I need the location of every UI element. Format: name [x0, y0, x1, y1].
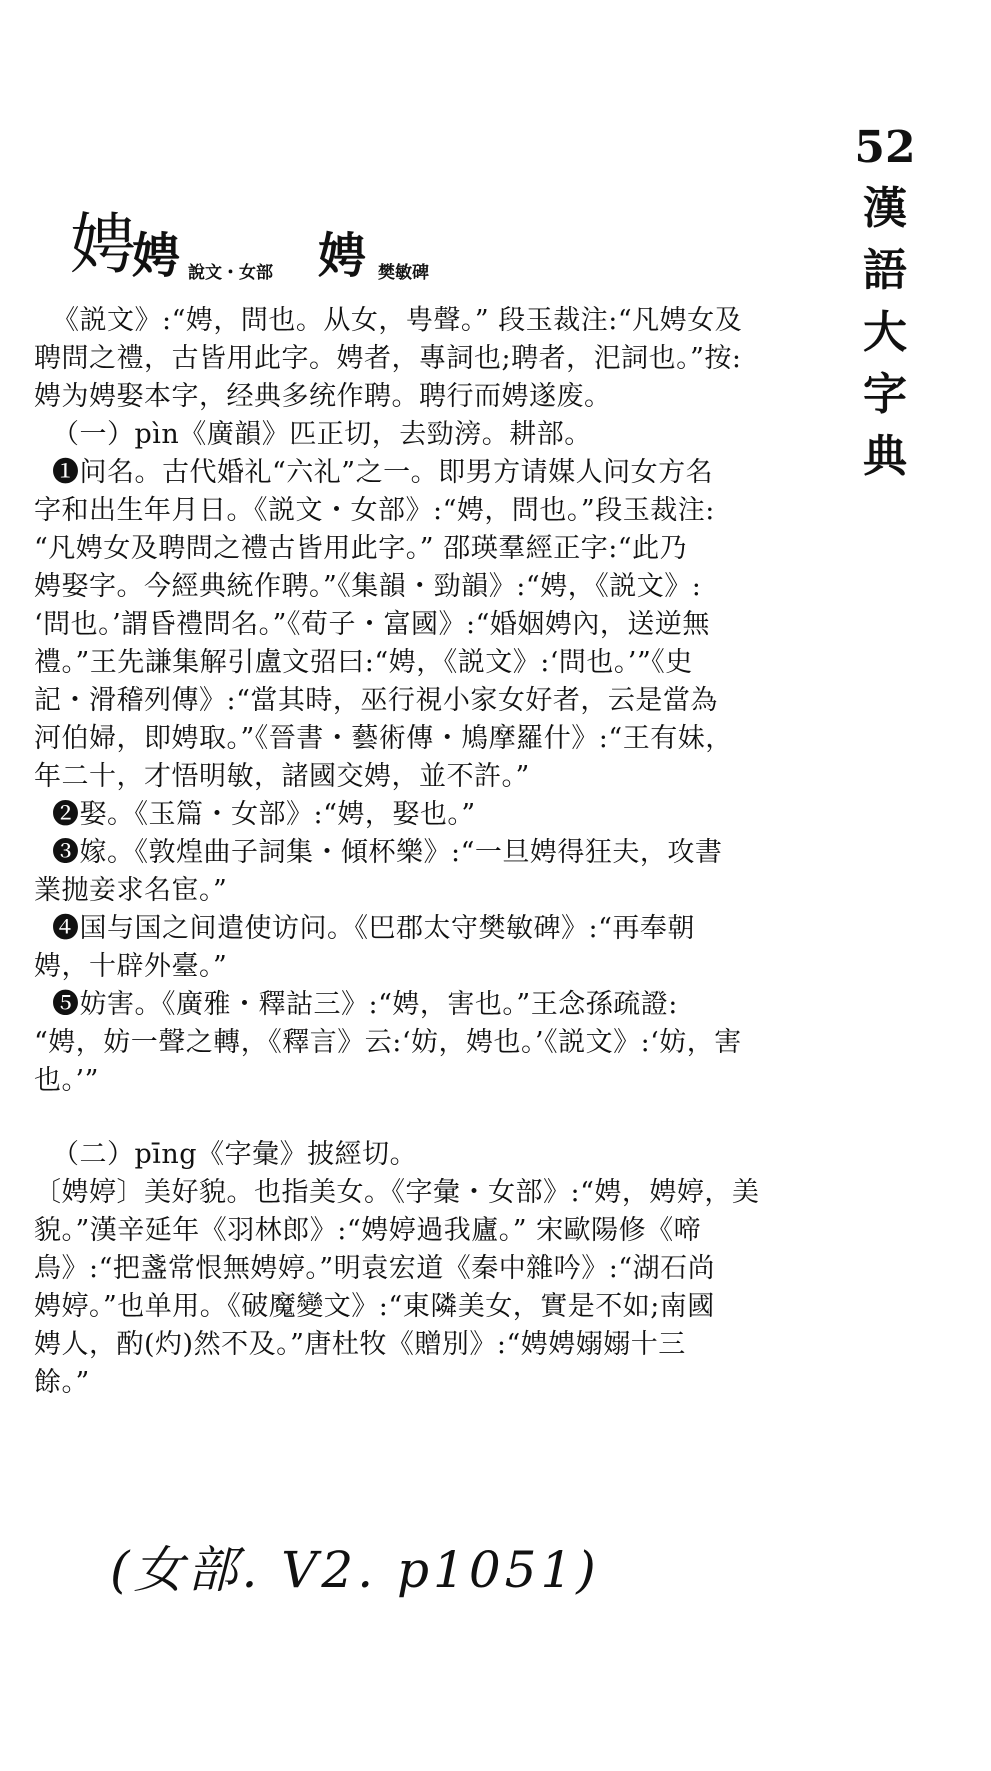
- text-line: ❹国与国之间遣使访问。《巴郡太守樊敏碑》:“再奉朝: [52, 913, 695, 944]
- text-line: 娉为娉娶本字，经典多统作聘。聘行而娉遂废。: [34, 381, 612, 412]
- text-line: “娉，妨一聲之轉，《釋言》云:‘妨，娉也。’《説文》:‘妨，害: [34, 1027, 742, 1058]
- text-line: 〔娉婷〕美好貌。也指美女。《字彙・女部》:“娉，娉婷，美: [34, 1177, 760, 1208]
- handwritten-note: (女部. V2. p1051): [110, 1541, 600, 1599]
- text-line: 河伯婦，即娉取。”《晉書・藝術傳・鳩摩羅什》:“王有妹，: [34, 723, 733, 754]
- seal-source-1: 說文・女部: [188, 263, 273, 283]
- text-line: 娉，十辟外臺。”: [34, 951, 228, 982]
- text-line: 禮。”王先謙集解引盧文弨曰:“娉，《説文》:‘問也。’”《史: [34, 647, 693, 678]
- text-line: “凡娉女及聘問之禮古皆用此字。” 邵瑛羣經正字:“此乃: [34, 533, 688, 564]
- text-line: ‘問也。’謂昏禮問名。”《荀子・富國》:“婚姻娉內，送逆無: [34, 609, 710, 640]
- headword: 娉: [70, 206, 136, 283]
- text-line: 娉娶字。今經典統作聘。”《集韻・勁韻》:“娉，《説文》:: [34, 571, 702, 602]
- page-number: 52: [854, 122, 916, 173]
- side-title: [845, 118, 925, 488]
- side-char: 語: [863, 245, 907, 296]
- text-line: 聘問之禮，古皆用此字。娉者，專詞也;聘者，汜詞也。”按:: [34, 343, 742, 374]
- text-line: （一）pìn《廣韻》匹正切，去勁滂。耕部。: [52, 419, 592, 450]
- text-line: 娉人，酌(灼)然不及。”唐杜牧《贈別》:“娉娉嫋嫋十三: [34, 1329, 686, 1360]
- text-line: （二）pīng《字彙》披經切。: [52, 1139, 418, 1170]
- seal-script-1: 娉: [132, 228, 181, 284]
- text-line: ❷娶。《玉篇・女部》:“娉，娶也。”: [52, 799, 476, 830]
- text-line: 記・滑稽列傳》:“當其時，巫行視小家女好者，云是當為: [34, 685, 718, 716]
- text-line: ❺妨害。《廣雅・釋詁三》:“娉，害也。”王念孫疏證:: [52, 989, 678, 1020]
- text-line: ❸嫁。《敦煌曲子詞集・傾杯樂》:“一旦娉得狂夫，攻書: [52, 837, 723, 868]
- text-line: 年二十，才悟明敏，諸國交娉，並不許。”: [34, 761, 530, 792]
- text-line: 業抛妾求名宦。”: [34, 875, 228, 906]
- text-line: ❶问名。古代婚礼“六礼”之一。即男方请媒人问女方名: [52, 457, 714, 488]
- side-char: 典: [863, 431, 907, 482]
- text-line: 餘。”: [34, 1367, 90, 1398]
- text-line: 娉婷。”也单用。《破魔變文》:“東隣美女，實是不如;南國: [34, 1291, 715, 1322]
- side-char: 漢: [863, 183, 907, 234]
- text-line: 《説文》:“娉，問也。从女，甹聲。” 段玉裁注:“凡娉女及: [52, 305, 743, 336]
- side-char: 大: [863, 307, 907, 358]
- side-char: 字: [863, 369, 907, 420]
- text-line: 鳥》:“把盞常恨無娉婷。”明袁宏道《秦中雜吟》:“湖石尚: [34, 1253, 716, 1284]
- seal-script-2: 娉: [318, 228, 367, 284]
- text-line: 貌。”漢辛延年《羽林郎》:“娉婷過我廬。” 宋歐陽修《啼: [34, 1215, 702, 1246]
- text-line: 也。’”: [34, 1065, 99, 1096]
- seal-source-2: 樊敏碑: [378, 263, 429, 283]
- text-line: 字和出生年月日。《説文・女部》:“娉，問也。”段玉裁注:: [34, 495, 715, 526]
